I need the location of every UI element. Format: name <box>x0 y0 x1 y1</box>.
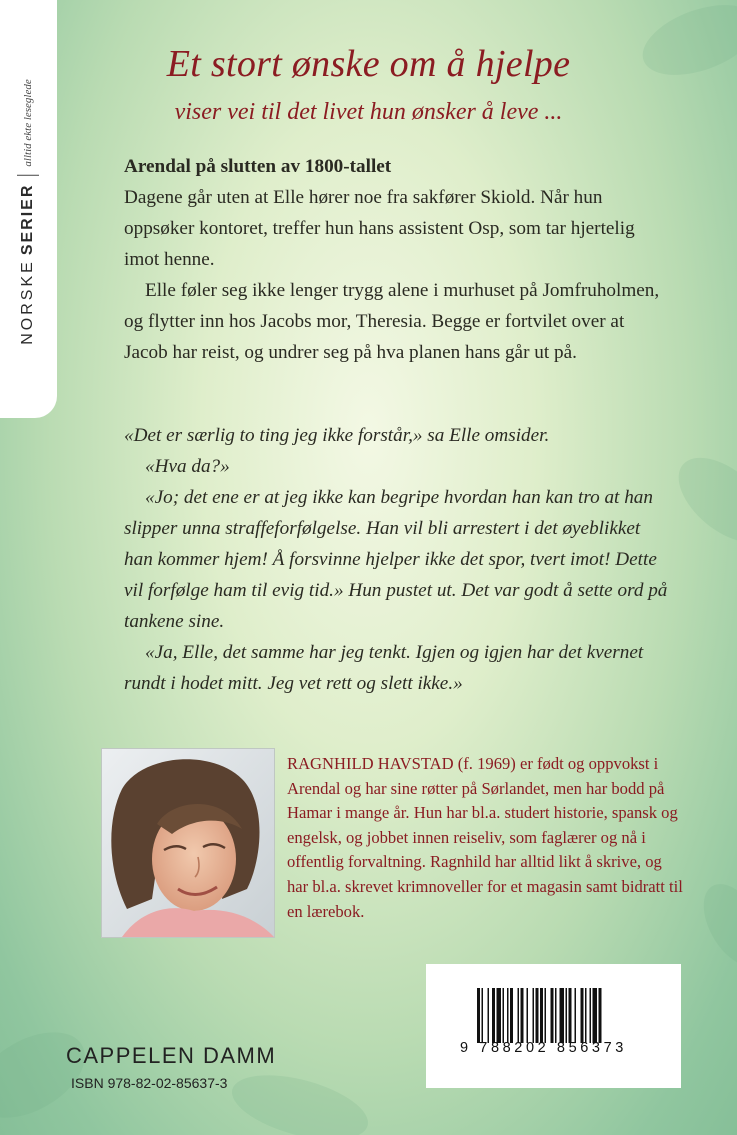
barcode-panel <box>426 964 681 1088</box>
excerpt-paragraph: «Jo; det ene er at jeg ikke kan begripe hvordan han kan tro at han slipper unna straffeforfølgelse. Han vil bli arrestert i det øyeblikket han kommer hjem! Å forsvinne hjelper ikke det spor, tvert imot! Dette vil forfølge ham til evig tid.» Hun pustet ut. Det var godt å sette ord på tankene sine. <box>124 487 668 632</box>
barcode-bar <box>527 988 529 1043</box>
excerpt-paragraph: «Ja, Elle, det samme har jeg tenkt. Igjen og igjen har det kvernet rundt i hodet mitt. Jeg vet rett og slett ikke.» <box>124 642 644 694</box>
barcode-bar <box>482 988 484 1043</box>
barcode-bar <box>536 988 539 1043</box>
blurb <box>124 151 664 368</box>
blurb-paragraph: Elle føler seg ikke lenger trygg alene i murhuset på Jomfruholmen, og flytter inn hos Jacobs mor, Theresia. Begge er fortvilet over at Jacob har reist, og undrer seg på hva planen hans går ut på. <box>124 280 660 363</box>
barcode-bar <box>477 988 480 1043</box>
author-photo <box>101 748 275 938</box>
excerpt <box>124 420 669 699</box>
barcode-bar <box>510 988 513 1043</box>
barcode-bar <box>599 988 602 1043</box>
barcode-bar <box>503 988 505 1043</box>
isbn-number: ISBN 978-82-02-85637-3 <box>71 1075 228 1091</box>
barcode-digits: 9 788202 856373 <box>460 1040 627 1056</box>
brand-divider <box>17 175 39 176</box>
barcode-bar <box>590 988 592 1043</box>
barcode-bar <box>533 988 535 1043</box>
barcode-bar <box>569 988 572 1043</box>
barcode-bar <box>585 988 587 1043</box>
barcode-bar <box>521 988 524 1043</box>
barcode-bar <box>540 988 543 1043</box>
barcode-bar <box>518 988 520 1043</box>
barcode-bar <box>492 988 495 1043</box>
blurb-subheading: Arendal på slutten av 1800-tallet <box>124 156 392 177</box>
barcode-bar <box>593 988 598 1043</box>
barcode-bar <box>488 988 490 1043</box>
excerpt-paragraph: «Hva da?» <box>145 456 230 477</box>
headline-main: Et stort ønske om å hjelpe <box>166 43 571 85</box>
barcode-bar <box>566 988 568 1043</box>
author-bio: RAGNHILD HAVSTAD (f. 1969) er født og oppvokst i Arendal og har sine røtter på Sørlandet, men har bodd på Hamar i mange år. Hun har bl.a. studert historie, spansk og engelsk, og jobbet innen reiseliv, som faglærer og nå i offentlig forvaltning. Ragnhild har alltid likt å skrive, og har bl.a. skrevet krimnoveller for et magasin samt bidratt til en lærebok. <box>287 754 683 921</box>
series-tagline: alltid ekte leseglede <box>22 79 34 167</box>
barcode-bar <box>575 988 577 1043</box>
leaf-decoration <box>664 442 737 559</box>
barcode-bar <box>551 988 554 1043</box>
headline-sub: viser vei til det livet hun ønsker å leve ... <box>174 99 563 125</box>
author-portrait-image <box>102 749 274 937</box>
series-brand-norske: NORSKE <box>19 259 36 345</box>
publisher-logo: CAPPELEN DAMM <box>66 1043 277 1068</box>
leaf-decoration <box>691 874 737 977</box>
series-brand-serier: SERIER <box>19 183 36 256</box>
barcode-bar <box>507 988 509 1043</box>
blurb-paragraph: Dagene går uten at Elle hører noe fra sakfører Skiold. Når hun oppsøker kontoret, treffer hun hans assistent Osp, som tar hjertelig imot henne. <box>124 187 635 270</box>
excerpt-paragraph: «Det er særlig to ting jeg ikke forstår,» sa Elle omsider. <box>124 425 550 446</box>
barcode-bar <box>497 988 502 1043</box>
barcode-icon <box>477 988 667 1043</box>
barcode-bar <box>560 988 565 1043</box>
barcode-bar <box>581 988 584 1043</box>
barcode-bar <box>555 988 557 1043</box>
leaf-decoration <box>225 1063 374 1135</box>
barcode-bar <box>545 988 547 1043</box>
